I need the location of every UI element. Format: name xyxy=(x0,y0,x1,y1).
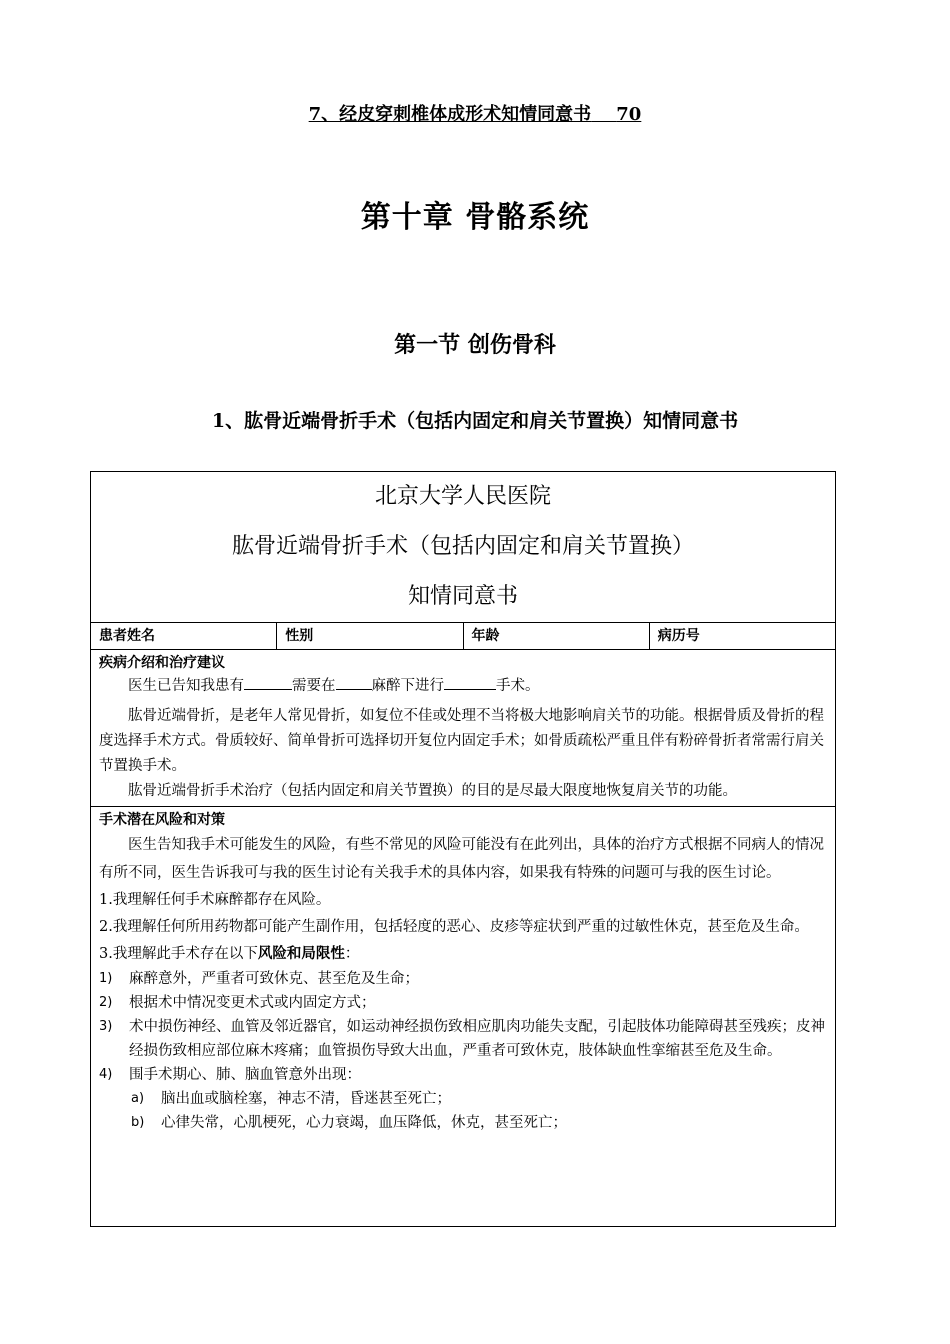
risk-item-3: 3.我理解此手术存在以下风险和局限性： xyxy=(99,945,360,962)
intro-paragraph-2: 肱骨近端骨折手术治疗（包括内固定和肩关节置换）的目的是尽最大限度地恢复肩关节的功能。 xyxy=(128,783,737,799)
surgery-blank[interactable] xyxy=(444,675,496,690)
diagnosis-blank[interactable] xyxy=(244,675,292,690)
sub-list-item: a) 脑出血或脑栓塞，神志不清，昏迷甚至死亡； xyxy=(131,1091,451,1107)
disease-intro-section xyxy=(91,650,835,807)
form-subtitle: 知情同意书 xyxy=(407,584,518,609)
patient-name-field[interactable]: 患者姓名 xyxy=(99,628,155,644)
form-header xyxy=(91,472,835,623)
intro-fill-line: 医生已告知我患有 需要在 麻醉下进行 手术。 xyxy=(99,674,827,699)
gender-field[interactable]: 性别 xyxy=(276,623,462,649)
hospital-name: 北京大学人民医院 xyxy=(374,484,551,509)
consent-form xyxy=(90,471,836,1227)
toc-entry-title: 7、经皮穿刺椎体成形术知情同意书 xyxy=(308,104,592,125)
list-item: 3) 术中损伤神经、血管及邻近器官，如运动神经损伤致相应肌肉功能失支配，引起肢体功能障碍甚至残疾；皮神经损伤致相应部位麻木疼痛；血管损伤导致大出血，严重者可致休克，肢体缺血性挛缩甚至危及生命。 xyxy=(99,1019,825,1059)
toc-entry-page: 70 xyxy=(616,104,642,125)
toc-entry[interactable] xyxy=(0,100,950,126)
intro-paragraph-1: 肱骨近端骨折，是老年人常见骨折，如复位不佳或处理不当将极大地影响肩关节的功能。根据骨质及骨折的程度选择手术方式。骨质较好、简单骨折可选择切开复位内固定手术；如骨质疏松严重且伴有粉碎骨折者常需行肩关节置换手术。 xyxy=(99,708,824,774)
risk-section xyxy=(91,807,835,1135)
subsection-title: 1、肱骨近端骨折手术（包括内固定和肩关节置换）知情同意书 xyxy=(211,410,739,432)
patient-info-row xyxy=(91,623,835,650)
risk-item-2: 2.我理解任何所用药物都可能产生副作用，包括轻度的恶心、皮疹等症状到严重的过敏性休克，甚至危及生命。 xyxy=(99,919,809,935)
form-title: 肱骨近端骨折手术（包括内固定和肩关节置换） xyxy=(231,534,694,559)
risk-item-1: 1.我理解任何手术麻醉都存在风险。 xyxy=(99,892,331,908)
sub-list-item: b) 心律失常，心肌梗死，心力衰竭，血压降低，休克，甚至死亡； xyxy=(131,1115,567,1131)
risk-intro: 医生告知我手术可能发生的风险，有些不常见的风险可能没有在此列出，具体的治疗方式根据不同病人的情况有所不同，医生告诉我可与我的医生讨论有关我手术的具体内容，如果我有特殊的问题可与我的医生讨论。 xyxy=(99,837,824,881)
risk-heading: 手术潜在风险和对策 xyxy=(99,812,225,828)
chapter-title: 第十章 骨骼系统 xyxy=(360,200,590,235)
record-number-field[interactable]: 病历号 xyxy=(649,623,835,649)
anesthesia-blank[interactable] xyxy=(336,675,372,690)
age-field[interactable]: 年龄 xyxy=(463,623,649,649)
intro-heading: 疾病介绍和治疗建议 xyxy=(99,655,225,671)
list-item: 2) 根据术中情况变更术式或内固定方式； xyxy=(99,995,376,1011)
list-item: 1) 麻醉意外，严重者可致休克、甚至危及生命； xyxy=(99,971,419,987)
section-title: 第一节 创伤骨科 xyxy=(394,332,556,358)
list-item: 4) 围手术期心、肺、脑血管意外出现： xyxy=(99,1067,361,1083)
